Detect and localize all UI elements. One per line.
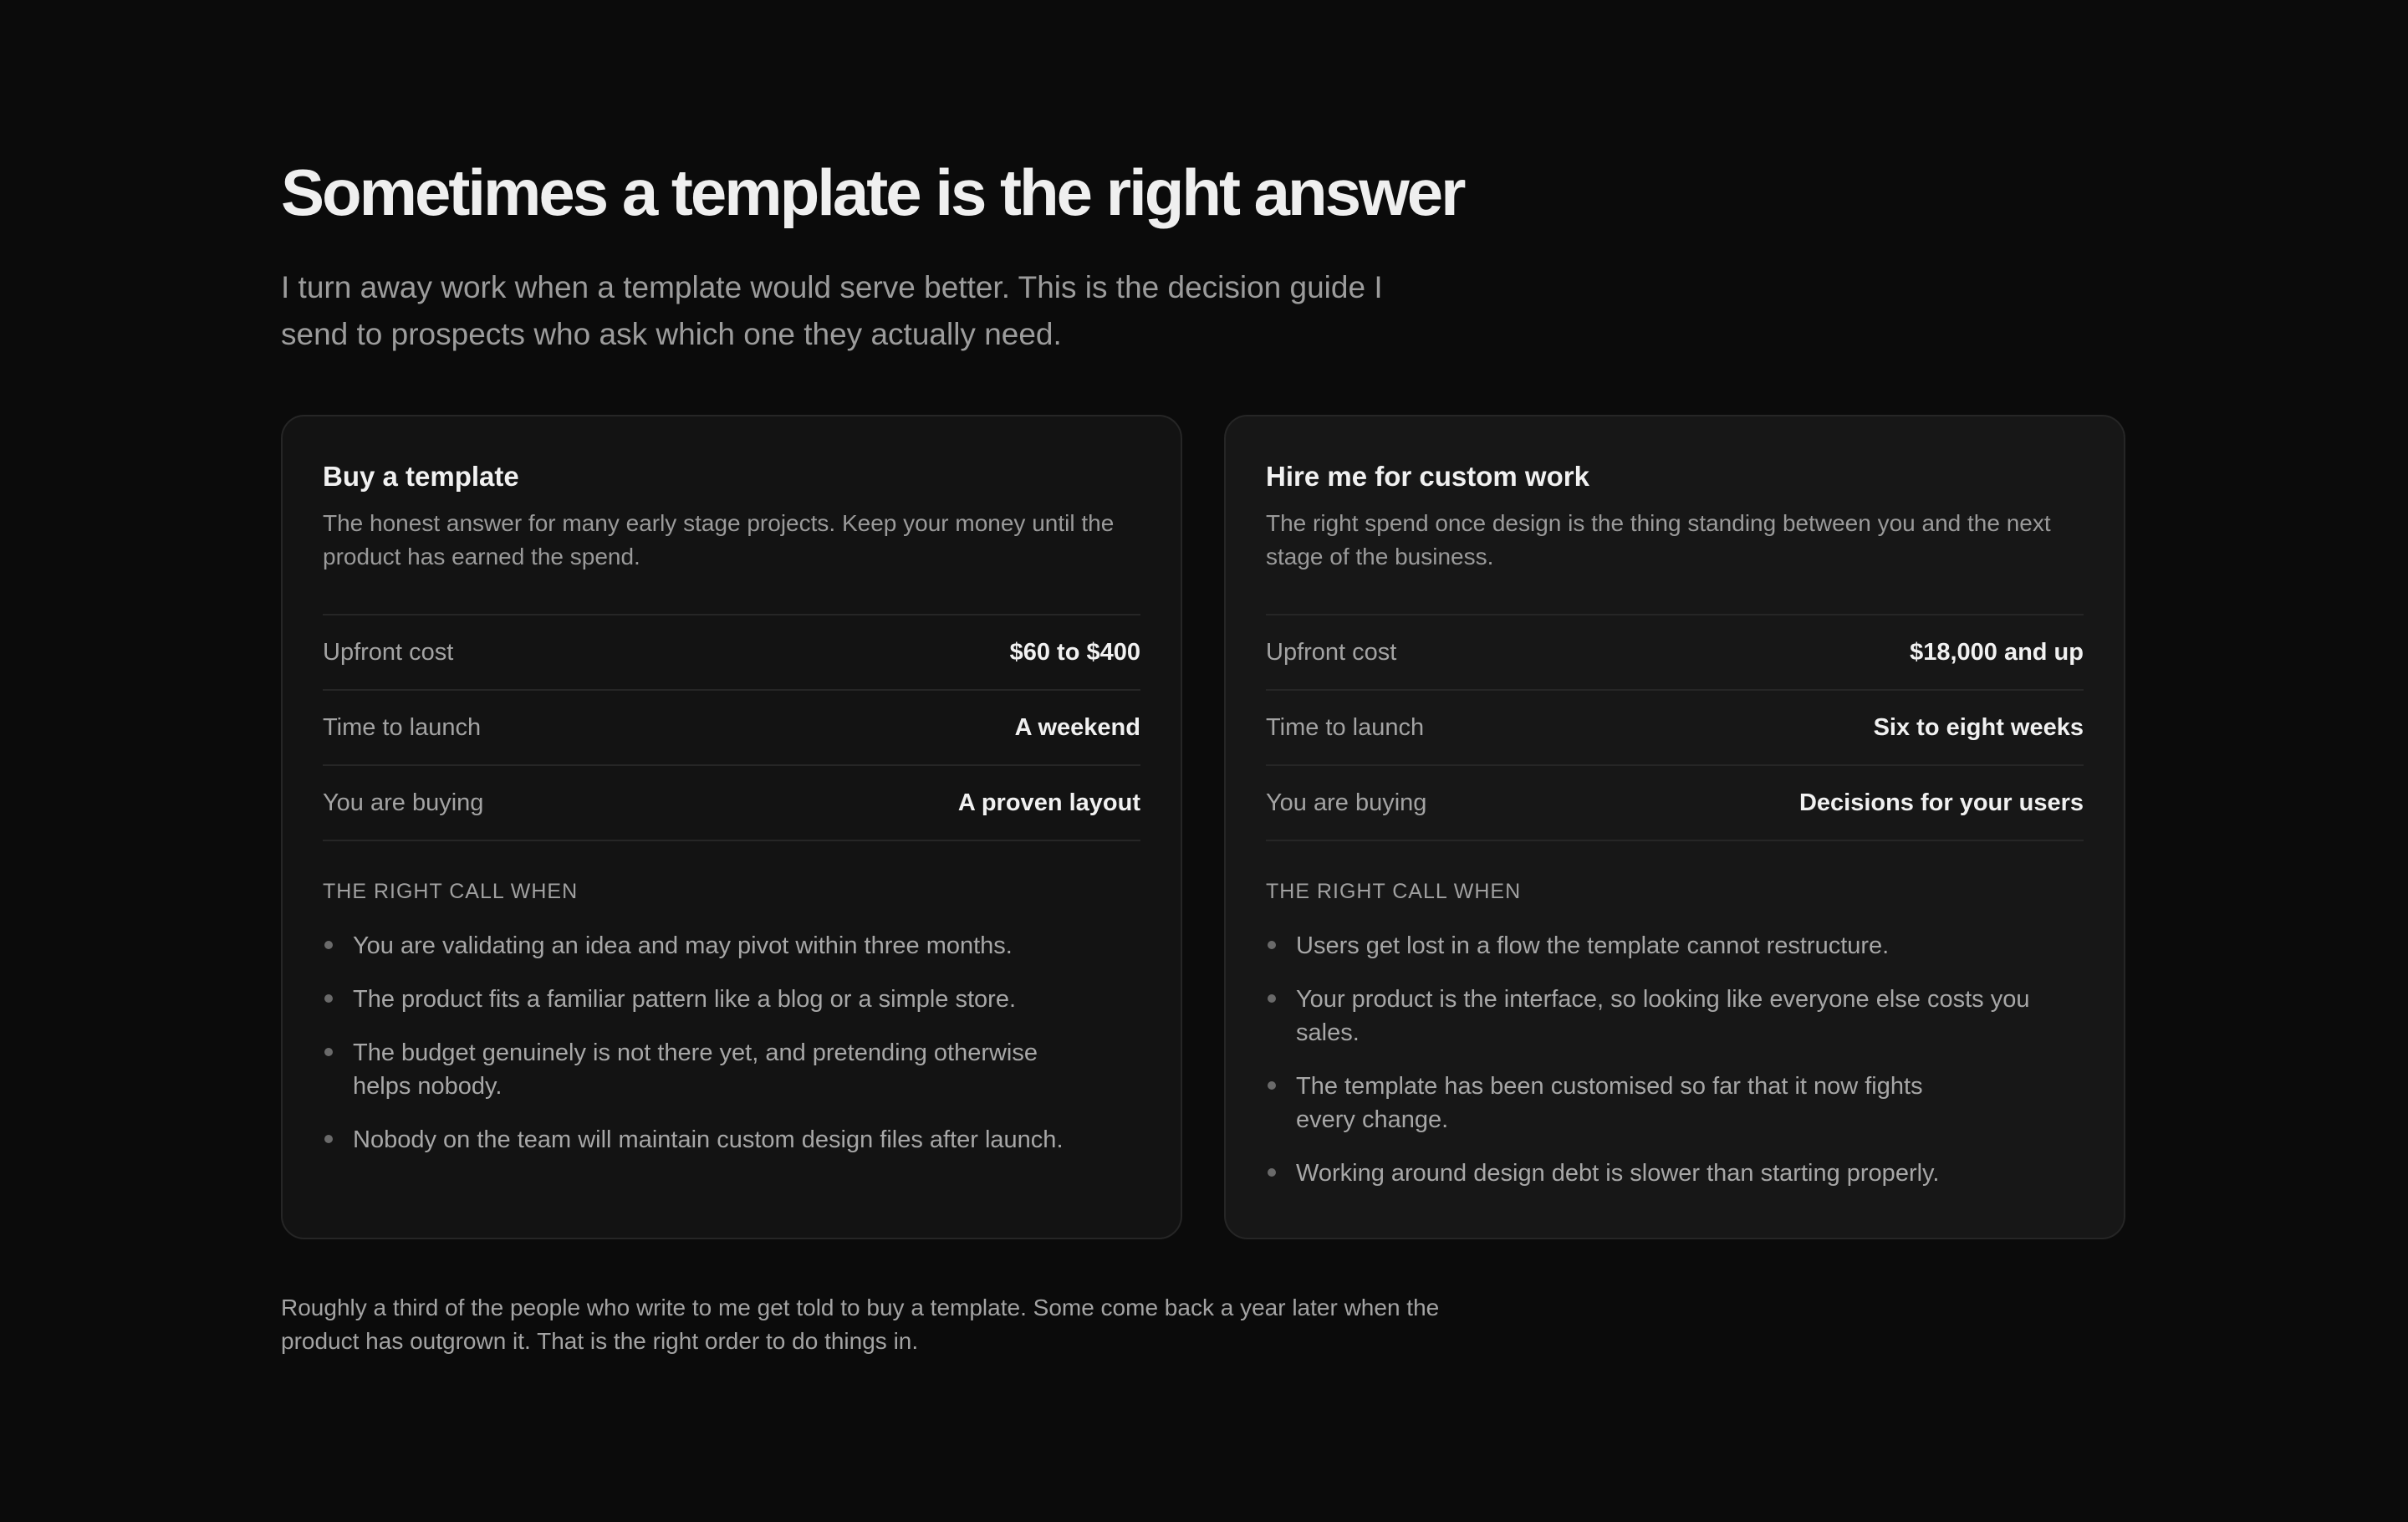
main-content [281, 142, 2129, 1354]
list-item-text: The product fits a familiar pattern like a blog or a simple store. [353, 986, 1017, 1013]
fact-value: A proven layout [957, 789, 1140, 816]
fact-row-time-to-launch [323, 691, 1140, 766]
list-item-text: Your product is the interface, so looking like everyone else costs you sales. [1296, 986, 2030, 1046]
list-item [323, 1036, 1072, 1103]
section-label: THE RIGHT CALL WHEN [1266, 880, 1522, 903]
list-item [323, 983, 1089, 1016]
list-item [1266, 1157, 2099, 1190]
list-item [1266, 929, 2032, 963]
fact-label: Time to launch [1266, 713, 1425, 741]
fact-row-upfront-cost [1266, 615, 2084, 691]
bullet-list [323, 929, 1140, 1157]
fact-label: You are buying [1266, 789, 1427, 816]
fact-value: Six to eight weeks [1873, 713, 2084, 741]
footnote: Roughly a third of the people who write to me get told to buy a template. Some come back a year later when the product has outgrown it. That is the right order to do things in. [281, 1295, 1440, 1354]
fact-row-time-to-launch [1266, 691, 2084, 766]
bullet-dot-icon [324, 941, 333, 949]
list-item-text: You are validating an idea and may pivot within three months. [353, 932, 1013, 959]
list-item [1266, 1070, 1982, 1136]
list-item [323, 929, 1089, 963]
list-item [323, 1123, 1156, 1157]
card-buy-template [281, 415, 1182, 1239]
facts-table [1266, 614, 2084, 841]
card-custom-work [1224, 415, 2125, 1239]
bullet-dot-icon [324, 1135, 333, 1143]
page-title: Sometimes a template is the right answer [281, 156, 1464, 229]
bullet-dot-icon [1268, 994, 1276, 1003]
list-item-text: Users get lost in a flow the template cannot restructure. [1296, 932, 1890, 959]
bullet-dot-icon [1268, 941, 1276, 949]
bullet-list [1266, 929, 2084, 1190]
fact-row-you-are-buying [1266, 766, 2084, 841]
fact-row-you-are-buying [323, 766, 1140, 841]
list-item-text: Nobody on the team will maintain custom design files after launch. [353, 1126, 1064, 1153]
fact-row-upfront-cost [323, 615, 1140, 691]
list-item-text: The template has been customised so far that it now fights every change. [1296, 1073, 1923, 1133]
page-subtitle: I turn away work when a template would serve better. This is the decision guide I send to prospects who ask which one they actually need. [281, 270, 1383, 351]
fact-value: $18,000 and up [1910, 638, 2084, 666]
fact-label: Upfront cost [323, 638, 454, 666]
bullet-dot-icon [324, 994, 333, 1003]
bullet-dot-icon [1268, 1168, 1276, 1177]
list-item [1266, 983, 2032, 1050]
card-description: The honest answer for many early stage projects. Keep your money until the product has earned the spend. [323, 510, 1115, 569]
facts-table [323, 614, 1140, 841]
list-item-text: Working around design debt is slower than starting properly. [1296, 1160, 1940, 1187]
section-label: THE RIGHT CALL WHEN [323, 880, 579, 903]
bullet-dot-icon [324, 1048, 333, 1056]
card-title: Buy a template [323, 461, 519, 492]
fact-value: Decisions for your users [1798, 789, 2084, 816]
comparison-cards [281, 415, 2129, 1241]
fact-value: $60 to $400 [1009, 638, 1140, 666]
card-title: Hire me for custom work [1266, 461, 1589, 492]
fact-label: Time to launch [323, 713, 482, 741]
fact-label: Upfront cost [1266, 638, 1397, 666]
fact-value: A weekend [1014, 713, 1140, 741]
bullet-dot-icon [1268, 1081, 1276, 1090]
fact-label: You are buying [323, 789, 484, 816]
list-item-text: The budget genuinely is not there yet, and pretending otherwise helps nobody. [353, 1039, 1038, 1100]
card-description: The right spend once design is the thing standing between you and the next stage of the business. [1266, 510, 2051, 569]
